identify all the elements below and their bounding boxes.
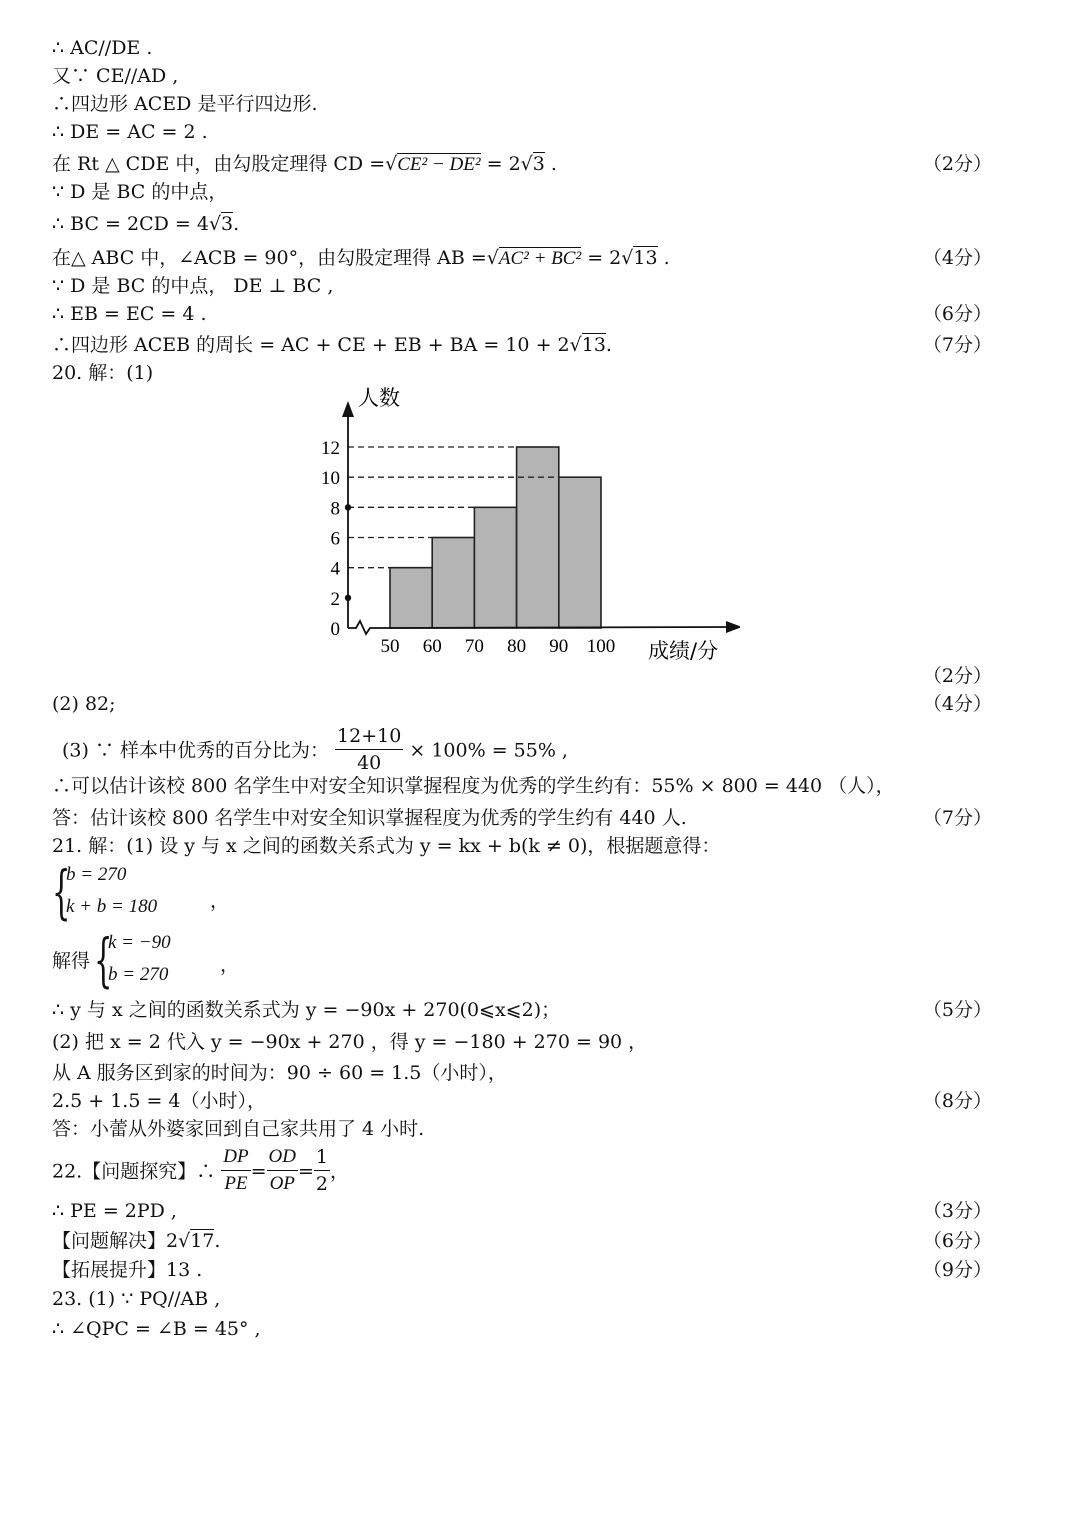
line-substitute-x2: (2) 把 x = 2 代入 y = −90x + 270 ，得 y = −180 + 270 = 90 ， bbox=[52, 1031, 648, 1053]
line-extension: 【拓展提升】13 . （9分） bbox=[52, 1255, 992, 1285]
y-tick-label: 6 bbox=[330, 528, 340, 550]
y-tick-label: 10 bbox=[321, 468, 340, 490]
y-tick-label: 2 bbox=[330, 588, 340, 610]
histogram-bar bbox=[474, 507, 516, 628]
fraction: $\frac{12+10}{40}$ bbox=[337, 725, 402, 774]
line-ab-pythagoras: 在△ ABC 中，∠ACB = 90°，由勾股定理得 AB =√AC² + BC² = 2√13 . （4分） bbox=[52, 243, 992, 273]
line-perimeter-aceb: ∴四边形 ACEB 的周长 = AC + CE + EB + BA = 10 + 2√13. （7分） bbox=[52, 330, 992, 360]
score-label: （9分） bbox=[922, 1259, 992, 1281]
line-q20-part2: (2) 82; （4分） bbox=[52, 689, 992, 719]
score-label: （2分） bbox=[922, 153, 992, 175]
line-angle-qpc: ∴ ∠QPC = ∠B = 45° , bbox=[52, 1318, 261, 1340]
y-axis-arrow bbox=[342, 401, 354, 417]
score-label: （4分） bbox=[922, 693, 992, 715]
x-tick-label: 50 bbox=[380, 636, 400, 657]
axis-dot bbox=[345, 595, 351, 601]
line-time-from-a: 从 A 服务区到家的时间为：90 ÷ 60 = 1.5（小时）， bbox=[52, 1062, 507, 1084]
line-estimate: ∴可以估计该校 800 名学生中对安全知识掌握程度为优秀的学生约有：55% × 800 = 440 （人）， bbox=[52, 775, 895, 797]
histogram-chart bbox=[300, 375, 740, 675]
line-total-time: 2.5 + 1.5 = 4（小时）， （8分） bbox=[52, 1086, 992, 1116]
x-tick-label: 100 bbox=[586, 636, 616, 657]
histogram-bar bbox=[432, 538, 474, 629]
line-q22-explore: 22.【问题探究】∴ $\frac{DP}{PE}$ = $\frac{OD}{OP}$ = $\frac{1}{2}$ ， bbox=[52, 1146, 349, 1195]
y-tick-label: 4 bbox=[330, 558, 340, 580]
score-label: （6分） bbox=[922, 303, 992, 325]
y-tick-label: 12 bbox=[321, 438, 340, 459]
score-label: （7分） bbox=[922, 334, 992, 356]
x-axis-label: 成绩/分 bbox=[648, 639, 719, 663]
score-label: （4分） bbox=[922, 247, 992, 269]
line-bc-value: ∴ BC = 2CD = 4√3. bbox=[52, 213, 240, 235]
histogram-bar bbox=[517, 447, 559, 628]
score-label: （7分） bbox=[922, 807, 992, 829]
equation-system-2: 解得 { k = −90 b = 270 ， bbox=[52, 926, 240, 994]
line-q21-heading: 21. 解：(1) 设 y 与 x 之间的函数关系式为 y = kx + b(k ≠ 0)，根据题意得： bbox=[52, 835, 721, 857]
y-tick-label: 0 bbox=[330, 619, 340, 640]
line-function-result: ∴ y 与 x 之间的函数关系式为 y = −90x + 270(0⩽x⩽2)； （5分） bbox=[52, 995, 992, 1025]
histogram-bar bbox=[390, 568, 432, 628]
x-axis-arrow bbox=[726, 621, 740, 633]
line-de-perp-bc: ∵ D 是 BC 的中点， DE ⊥ BC , bbox=[52, 275, 334, 297]
score-label: （8分） bbox=[922, 1090, 992, 1112]
line-answer-4-hours: 答：小蕾从外婆家回到自己家共用了 4 小时. bbox=[52, 1118, 425, 1140]
line-d-midpoint: ∵ D 是 BC 的中点， bbox=[52, 181, 228, 203]
line-ce-parallel-ad: 又∵ CE//AD , bbox=[52, 65, 179, 87]
line-eb-ec: ∴ EB = EC = 4 . （6分） bbox=[52, 299, 992, 329]
line-de-equals-ac: ∴ DE = AC = 2 . bbox=[52, 121, 208, 143]
histogram-bar bbox=[559, 477, 601, 628]
y-axis-label: 人数 bbox=[358, 386, 400, 410]
x-tick-label: 80 bbox=[507, 636, 527, 657]
histogram-svg bbox=[300, 375, 740, 675]
x-tick-label: 90 bbox=[549, 636, 569, 657]
x-tick-label: 60 bbox=[422, 636, 442, 657]
score-label: （6分） bbox=[922, 1230, 992, 1252]
axis-dot bbox=[345, 504, 351, 510]
x-tick-label: 70 bbox=[464, 636, 484, 657]
fraction: $\frac{1}{2}$ bbox=[315, 1146, 328, 1195]
fraction: $\frac{DP}{PE}$ bbox=[223, 1146, 249, 1194]
line-q20-heading: 20. 解：(1) bbox=[52, 362, 154, 384]
line-pe-2pd: ∴ PE = 2PD , （3分） bbox=[52, 1196, 992, 1226]
line-chart-score bbox=[52, 661, 992, 691]
y-tick-label: 8 bbox=[330, 498, 340, 520]
fraction: $\frac{OD}{OP}$ bbox=[268, 1146, 296, 1194]
line-ac-parallel-de: ∴ AC//DE . bbox=[52, 37, 153, 59]
equation-system-1: { b = 270 k + b = 180 ， bbox=[52, 858, 230, 926]
line-parallelogram-aced: ∴四边形 ACED 是平行四边形. bbox=[52, 93, 318, 115]
line-answer-440: 答：估计该校 800 名学生中对安全知识掌握程度为优秀的学生约有 440 人. （7分） bbox=[52, 803, 992, 833]
score-label: （5分） bbox=[922, 999, 992, 1021]
line-q23-heading: 23. (1) ∵ PQ//AB , bbox=[52, 1288, 221, 1310]
score-label: （2分） bbox=[922, 665, 992, 687]
line-problem-solve: 【问题解决】2√17. （6分） bbox=[52, 1226, 992, 1256]
line-cd-pythagoras: 在 Rt △ CDE 中，由勾股定理得 CD =√CE² − DE² = 2√3 . （2分） bbox=[52, 149, 992, 179]
line-q20-part3: (3) ∵ 样本中优秀的百分比为： $\frac{12+10}{40}$ × 100% = 55% , bbox=[62, 725, 568, 774]
score-label: （3分） bbox=[922, 1200, 992, 1222]
